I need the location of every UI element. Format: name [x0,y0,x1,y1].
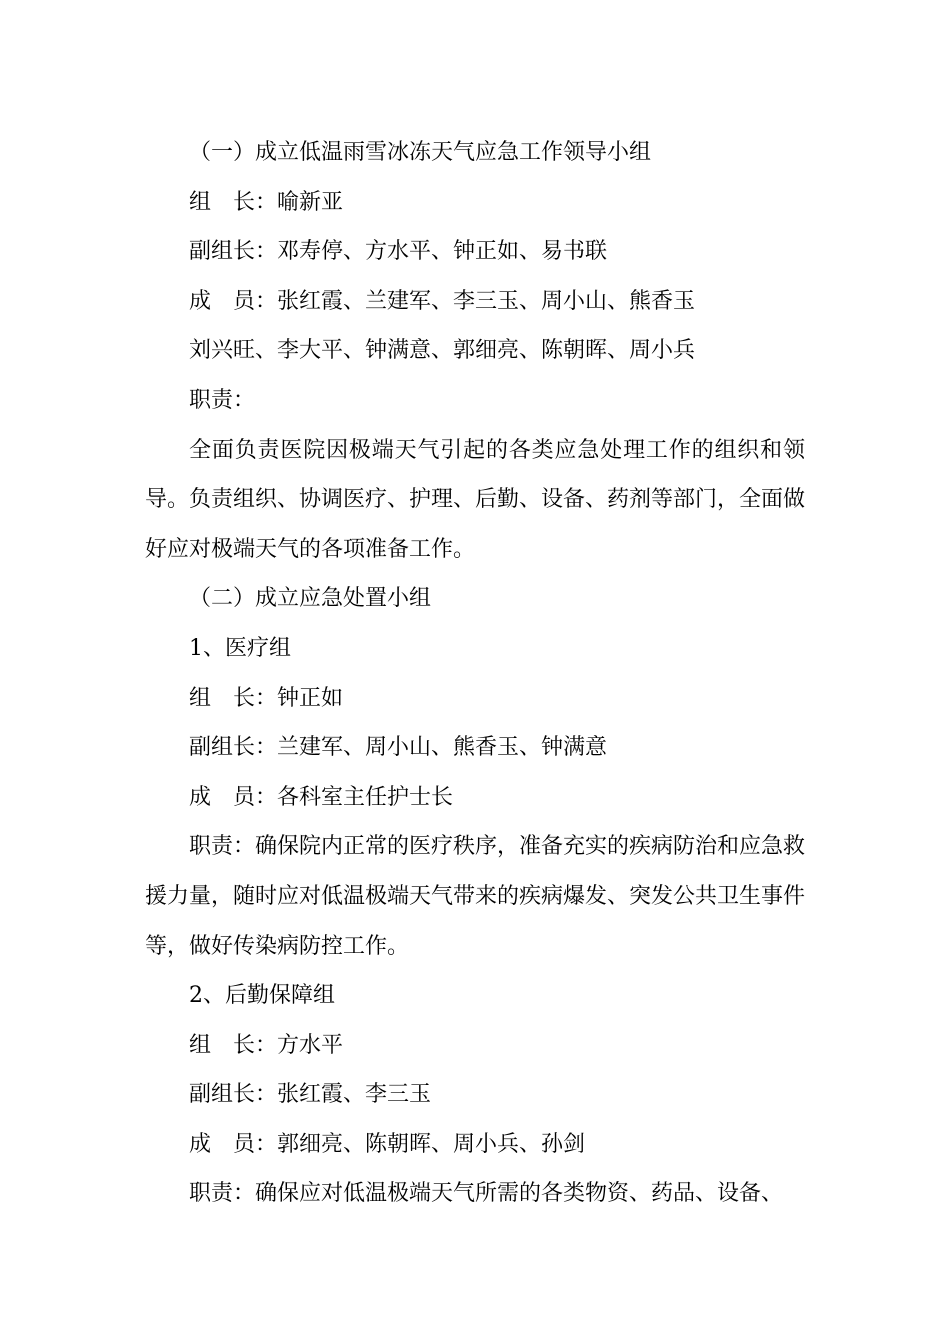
leader-line: 组 长：喻新亚 [189,189,344,215]
logistics-members-line: 成 员：郭细亮、陈朝晖、周小兵、孙剑 [189,1131,586,1157]
document-body [145,128,805,1219]
subsection-heading-logistics-group: 2、后勤保障组 [189,983,335,1009]
members-continuation-line: 刘兴旺、李大平、钟满意、郭细亮、陈朝晖、周小兵 [189,338,696,364]
logistics-duties-paragraph: 职责：确保应对低温极端天气所需的各类物资、药品、设备、 [189,1181,784,1207]
duties-paragraph: 全面负责医院因极端天气引起的各类应急处理工作的组织和领导。负责组织、协调医疗、护理、后勤、设备、药剂等部门，全面做好应对极端天气的各项准备工作。 [145,437,806,562]
medical-leader-line: 组 长：钟正如 [189,685,344,711]
members-line: 成 员：张红霞、兰建军、李三玉、周小山、熊香玉 [189,288,696,314]
logistics-leader-line: 组 长：方水平 [189,1032,344,1058]
section-heading-leadership-group: （一）成立低温雨雪冰冻天气应急工作领导小组 [189,140,652,165]
duties-label: 职责： [189,387,256,413]
logistics-deputy-line: 副组长：张红霞、李三玉 [189,1082,432,1108]
deputy-leader-line: 副组长：邓寿停、方水平、钟正如、易书联 [189,239,608,265]
section-heading-response-group: （二）成立应急处置小组 [189,586,432,612]
medical-duties-paragraph: 职责：确保院内正常的医疗秩序，准备充实的疾病防治和应急救援力量，随时应对低温极端天气带来的疾病爆发、突发公共卫生事件等，做好传染病防控工作。 [145,834,806,959]
medical-members-line: 成 员：各科室主任护士长 [189,784,454,810]
medical-deputy-line: 副组长：兰建军、周小山、熊香玉、钟满意 [189,735,608,761]
subsection-heading-medical-group: 1、医疗组 [189,635,291,661]
